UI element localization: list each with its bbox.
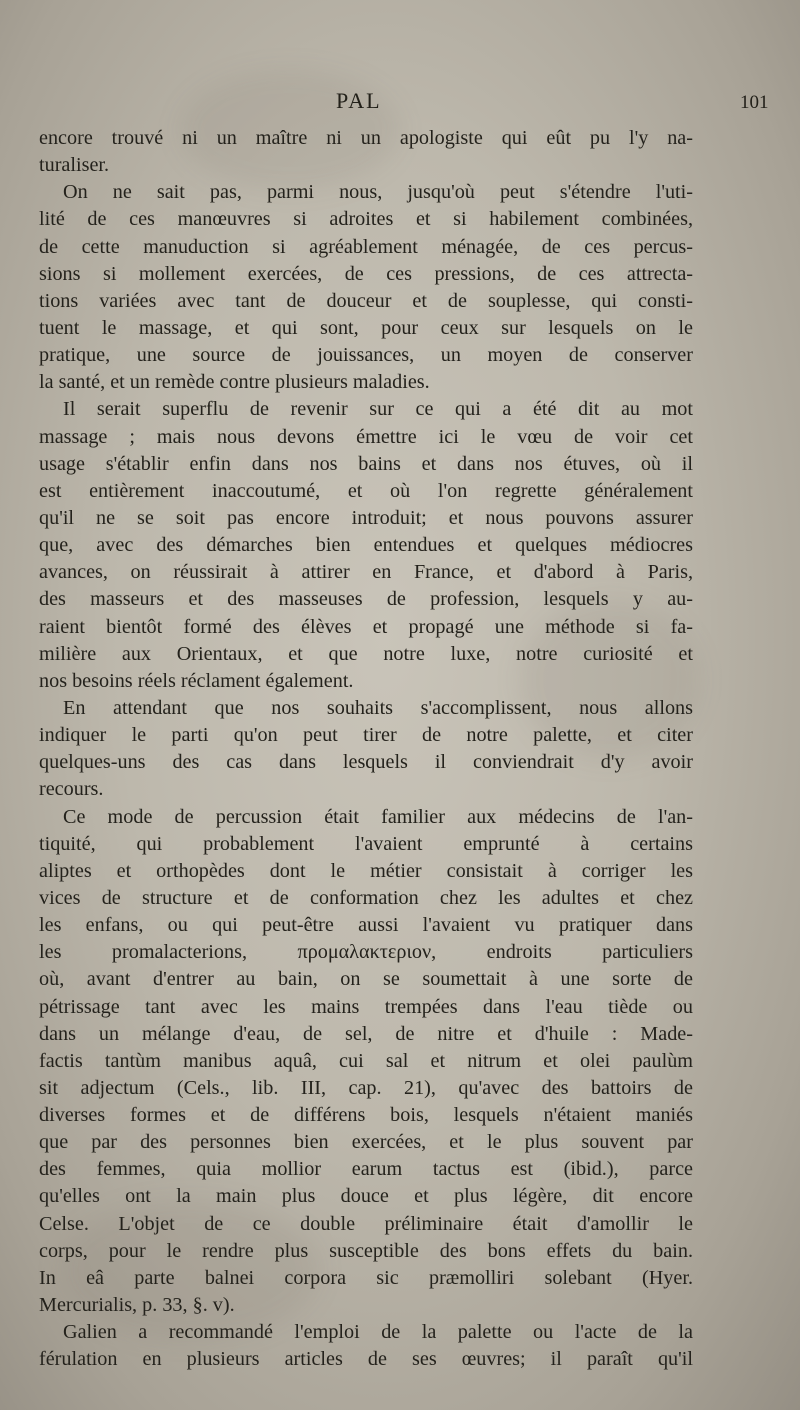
text-line: les promalacterions, προμαλακτεριον, endroits particuliers	[39, 941, 693, 964]
text-line: pétrissage tant avec les mains trempées dans l'eau tiède ou	[39, 995, 693, 1018]
text-line: où, avant d'entrer au bain, on se soumettait à une sorte de	[39, 968, 693, 991]
text-line: que par des personnes bien exercées, et le plus souvent par	[39, 1131, 693, 1154]
text-line: sit adjectum (Cels., lib. III, cap. 21), qu'avec des battoirs de	[39, 1076, 693, 1099]
text-line: In eâ parte balnei corpora sic præmolliri solebant (Hyer.	[39, 1266, 693, 1289]
text-line: milière aux Orientaux, et que notre luxe, notre curiosité et	[39, 642, 693, 665]
text-line: encore trouvé ni un maître ni un apologiste qui eût pu l'y na-	[39, 127, 693, 149]
text-line: usage s'établir enfin dans nos bains et dans nos étuves, où il	[39, 452, 693, 475]
text-line: Il serait superflu de revenir sur ce qui a été dit au mot	[63, 398, 693, 421]
text-line: de cette manuduction si agréablement ménagée, de ces percus-	[39, 235, 693, 258]
text-line: sions si mollement exercées, de ces pressions, de ces attrecta-	[39, 262, 693, 285]
text-line: indiquer le parti qu'on peut tirer de notre palette, et citer	[39, 724, 693, 747]
text-line: tuent le massage, et qui sont, pour ceux sur lesquels on le	[39, 316, 693, 339]
text-line: pratique, une source de jouissances, un moyen de conserver	[39, 344, 693, 367]
text-line: tions variées avec tant de douceur et de souplesse, qui consti-	[39, 289, 693, 312]
text-line: quelques-uns des cas dans lesquels il conviendrait d'y avoir	[39, 751, 693, 774]
text-line: corps, pour le rendre plus susceptible des bons effets du bain.	[39, 1239, 693, 1262]
text-line: lité de ces manœuvres si adroites et si habilement combinées,	[39, 208, 693, 231]
text-line: dans un mélange d'eau, de sel, de nitre et d'huile : Made-	[39, 1022, 693, 1045]
text-line: vices de structure et de conformation chez les adultes et chez	[39, 886, 693, 909]
text-line: les enfans, ou qui peut-être aussi l'avaient vu pratiquer dans	[39, 914, 693, 937]
text-line: la santé, et un remède contre plusieurs maladies.	[39, 371, 430, 394]
text-line: qu'il ne se soit pas encore introduit; et nous pouvons assurer	[39, 506, 693, 529]
text-line: raient bientôt formé des élèves et propagé une méthode si fa-	[39, 615, 693, 638]
text-line: factis tantùm manibus aquâ, cui sal et nitrum et olei paulùm	[39, 1049, 693, 1072]
text-line: On ne sait pas, parmi nous, jusqu'où peut s'étendre l'uti-	[63, 181, 693, 204]
text-line: Mercurialis, p. 33, §. v).	[39, 1294, 235, 1317]
text-line: aliptes et orthopèdes dont le métier consistait à corriger les	[39, 859, 693, 882]
text-line: massage ; mais nous devons émettre ici le vœu de voir cet	[39, 425, 693, 448]
running-head: PAL	[336, 88, 382, 113]
text-line: que, avec des démarches bien entendues et quelques médiocres	[39, 534, 693, 557]
text-line: En attendant que nos souhaits s'accomplissent, nous allons	[63, 696, 693, 719]
text-line: est entièrement inaccoutumé, et où l'on regrette généralement	[39, 479, 693, 502]
text-line: tiquité, qui probablement l'avaient emprunté à certains	[39, 832, 693, 855]
text-line: avances, on réussirait à attirer en France, et d'abord à Paris,	[39, 561, 693, 584]
text-line: diverses formes et de différens bois, lesquels n'étaient maniés	[39, 1104, 693, 1127]
text-line: Galien a recommandé l'emploi de la palette ou l'acte de la	[63, 1321, 693, 1344]
text-line: nos besoins réels réclament également.	[39, 669, 354, 692]
text-line: Ce mode de percussion était familier aux médecins de l'an-	[63, 805, 693, 828]
page-number: 101	[740, 92, 769, 113]
page-header	[0, 80, 800, 120]
text-line: des masseurs et des masseuses de profession, lesquels y au-	[39, 588, 693, 611]
text-line: férulation en plusieurs articles de ses œuvres; il paraît qu'il	[39, 1348, 693, 1371]
text-line: Celse. L'objet de ce double préliminaire était d'amollir le	[39, 1212, 693, 1235]
text-line: des femmes, quia mollior earum tactus est (ibid.), parce	[39, 1158, 693, 1181]
body-text	[39, 125, 693, 1373]
text-line: qu'elles ont la main plus douce et plus légère, dit encore	[39, 1185, 693, 1208]
text-line: turaliser.	[39, 154, 110, 177]
text-line: recours.	[39, 778, 104, 801]
